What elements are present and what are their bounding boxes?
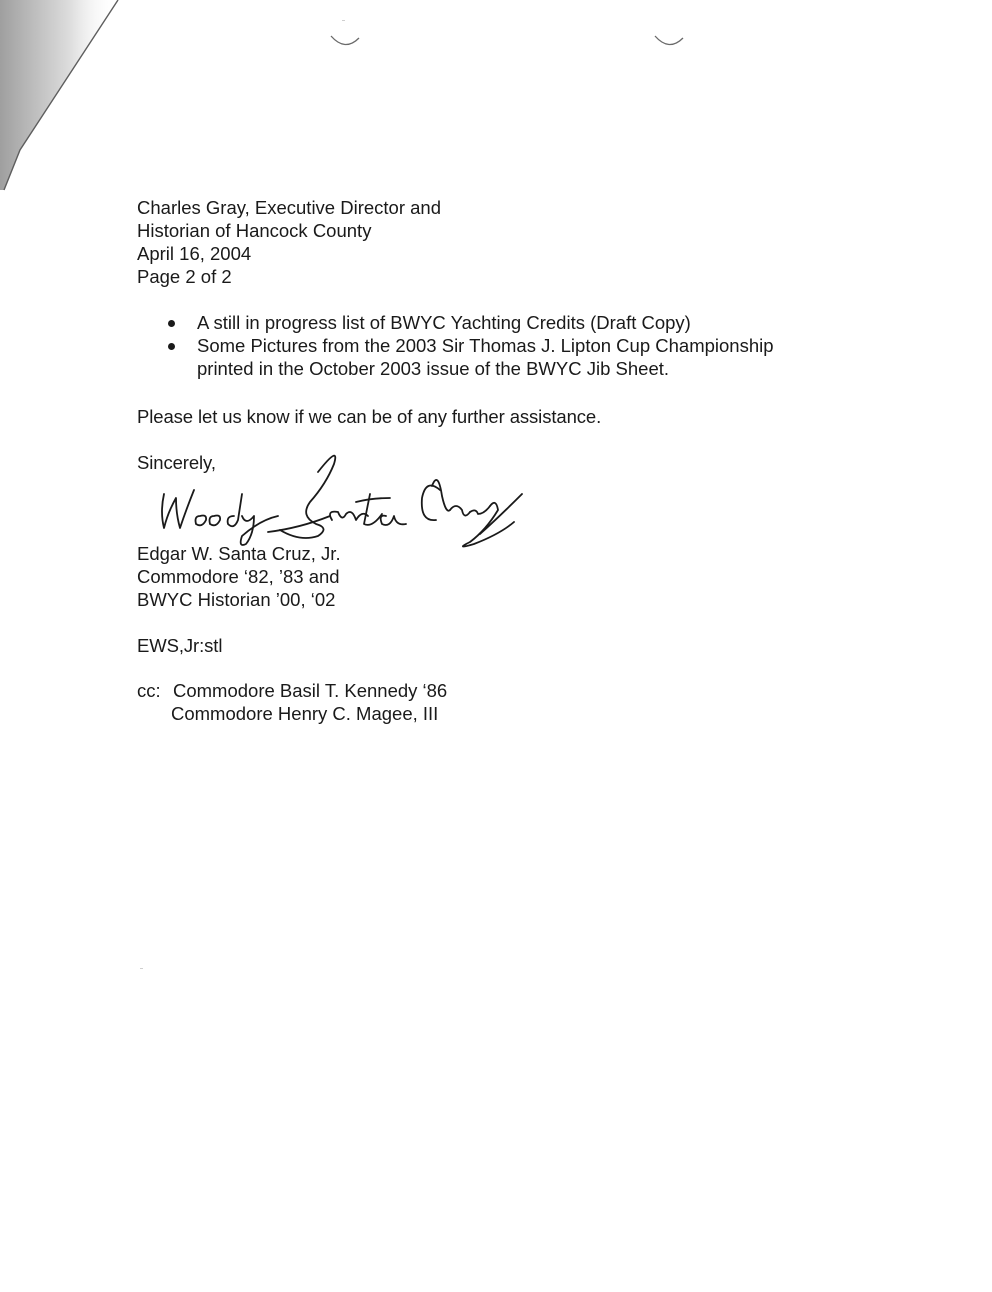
list-item-text: printed in the October 2003 issue of the BWYC Jib Sheet. [197,358,670,379]
closing-paragraph: Please let us know if we can be of any further assistance. [137,406,602,427]
signer-name: Edgar W. Santa Cruz, Jr. [137,543,341,564]
punch-hole-mark-icon [328,30,362,54]
cc-line [137,702,447,725]
page-number: Page 2 of 2 [137,266,232,287]
cc-recipient: Commodore Basil T. Kennedy ‘86 [173,680,448,701]
letter-date: April 16, 2004 [137,243,252,264]
reference-initials: EWS,Jr:stl [137,635,223,656]
bullet-dot-icon [168,320,175,327]
handwritten-signature [150,450,530,555]
scan-edge-shadow [0,0,140,200]
signer-title: Commodore ‘82, ’83 and [137,566,340,587]
complimentary-close: Sincerely, [137,452,216,473]
list-item [168,311,774,334]
addressee-title-line: Historian of Hancock County [137,220,372,241]
list-item-text: A still in progress list of BWYC Yachting Credits (Draft Copy) [197,312,691,333]
scan-speck [342,20,345,21]
cc-label: cc: [137,680,161,701]
list-item-continuation [168,357,774,380]
cc-recipient: Commodore Henry C. Magee, III [171,703,439,724]
signer-title: BWYC Historian ’00, ‘02 [137,589,336,610]
addressee-line: Charles Gray, Executive Director and [137,197,441,218]
signer-block [137,542,341,611]
cc-line [137,679,447,702]
enclosure-list [168,311,774,380]
cc-block [137,679,447,725]
list-item [168,334,774,357]
scan-speck [140,968,143,969]
page-header [137,196,441,288]
punch-hole-mark-icon [652,30,686,54]
bullet-dot-icon [168,343,175,350]
list-item-text: Some Pictures from the 2003 Sir Thomas J. Lipton Cup Championship [197,335,774,356]
